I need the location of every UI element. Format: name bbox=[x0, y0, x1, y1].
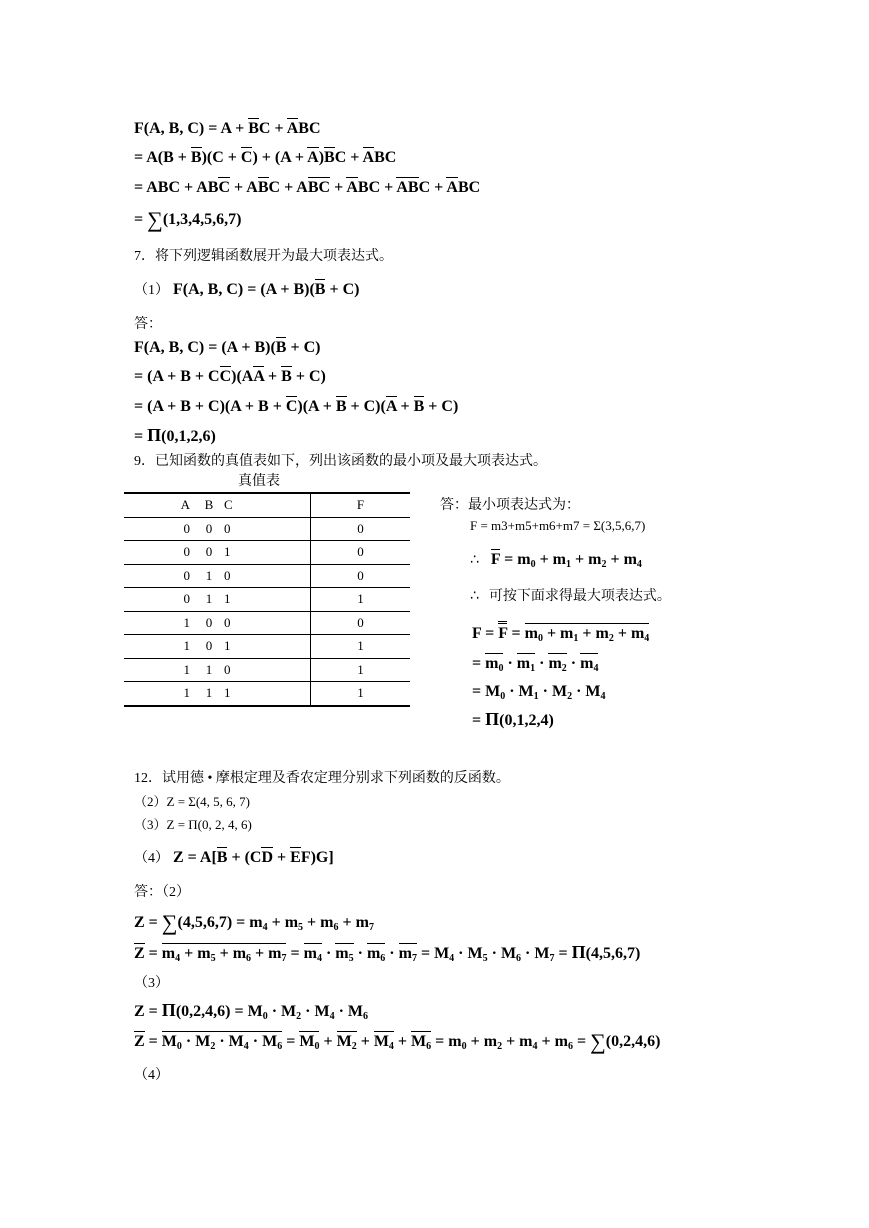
header-f: F bbox=[311, 493, 411, 517]
section-12-label-4: （4） bbox=[134, 1068, 169, 1083]
section-12-question-4: （4） Z = A[B + (CD + EF)G] bbox=[134, 849, 334, 866]
question-4-label: （4） bbox=[134, 851, 169, 866]
section-12-question-2: （2）Z = Σ(4, 5, 6, 7) bbox=[134, 794, 250, 809]
truth-table bbox=[124, 492, 410, 707]
section-9-answer-label: 答：最小项表达式为： bbox=[440, 498, 580, 513]
section-7-title: 7．将下列逻辑函数展开为最大项表达式。 bbox=[134, 249, 393, 264]
eq-top-line-2: = A(B + B)(C + C) + (A + A)BC + ABC bbox=[134, 149, 397, 166]
therefore-symbol: ∴ bbox=[470, 588, 479, 604]
section-9-title: 9．已知函数的真值表如下，列出该函数的最小项及最大项表达式。 bbox=[134, 454, 547, 469]
eq-7-line-4: = Π(0,1,2,6) bbox=[134, 425, 216, 445]
eq-12-line-2: $Z = m_4 + m_5 + m_6 + m_7 = m_4 \cdot m_5 \cdot m_6 \cdot m_7 = M_4 \cdot M_5 \cdot M_6 \cdot M_7 = \Pi(4,5,6,7)$ bbox=[134, 942, 641, 964]
question-1-label: （1） bbox=[134, 283, 169, 298]
eq-7-line-1: F(A, B, C) = (A + B)(B + C) bbox=[134, 339, 321, 356]
eq-12-line-1: $Z = \sum(4,5,6,7) = m_4 + m_5 + m_6 + m_7$ bbox=[134, 910, 374, 935]
section-12-question-3: （3）Z = Π(0, 2, 4, 6) bbox=[134, 817, 252, 832]
table-row: 0 0 1 0 bbox=[124, 541, 410, 565]
header-a: A bbox=[124, 493, 194, 517]
eq-top-line-1: F(A, B, C) = A + BC + ABC bbox=[134, 120, 321, 137]
header-c: C bbox=[224, 493, 254, 517]
header-b: B bbox=[194, 493, 224, 517]
table-row: 1 1 1 1 bbox=[124, 682, 410, 706]
table-row: 0 1 1 1 bbox=[124, 588, 410, 612]
table-row: 1 0 0 0 bbox=[124, 611, 410, 635]
section-7-answer-label: 答： bbox=[134, 317, 162, 332]
table-row: 0 1 0 0 bbox=[124, 564, 410, 588]
table-row: 0 0 0 0 bbox=[124, 517, 410, 541]
eq-7-line-2: = (A + B + CC)(AA + B + C) bbox=[134, 368, 326, 385]
max-term-note: 可按下面求得最大项表达式。 bbox=[488, 589, 671, 604]
table-row: 1 0 1 1 bbox=[124, 635, 410, 659]
eq-top-line-4: = ∑(1,3,4,5,6,7) bbox=[134, 207, 242, 232]
min-term-expression: F = m3+m5+m6+m7 = Σ(3,5,6,7) bbox=[470, 518, 646, 533]
section-7-question-1: （1） F(A, B, C) = (A + B)(B + C) bbox=[134, 281, 360, 298]
section-12-label-3: （3） bbox=[134, 976, 169, 991]
truth-table-header bbox=[124, 493, 410, 517]
eq-12-line-3: $Z = \Pi(0,2,4,6) = M_0 \cdot M_2 \cdot M_4 \cdot M_6$ bbox=[134, 1000, 368, 1022]
truth-table-caption: 真值表 bbox=[238, 474, 280, 489]
eq-9-line-2: = $m_0 \cdot m_1 \cdot m_2 \cdot m_4$ bbox=[472, 655, 599, 674]
eq-top-line-3: = ABC + ABC + ABC + ABC + ABC + ABC + ABC bbox=[134, 179, 481, 196]
eq-9-complement: ∴ $F = m_0 + m_1 + m_2 + m_4$ bbox=[470, 551, 642, 570]
eq-12-line-4: $Z = M_0 \cdot M_2 \cdot M_4 \cdot M_6 = M_0 + M_2 + M_4 + M_6 = m_0 + m_2 + m_4 + m_6 = \sum(0,2,4,6)$ bbox=[134, 1029, 661, 1054]
eq-9-note bbox=[470, 585, 671, 605]
eq-7-line-3: = (A + B + C)(A + B + C)(A + B + C)(A + B + C) bbox=[134, 398, 459, 415]
section-12-title: 12．试用德 • 摩根定理及香农定理分别求下列函数的反函数。 bbox=[134, 771, 510, 786]
eq-9-line-3: = $M_0 \cdot M_1 \cdot M_2 \cdot M_4$ bbox=[472, 683, 606, 702]
eq-9-line-1: $F = F = m_0 + m_1 + m_2 + m_4$ bbox=[472, 625, 649, 644]
section-12-answer-label: 答：（2） bbox=[134, 885, 190, 900]
therefore-symbol: ∴ bbox=[470, 552, 479, 568]
eq-9-line-4: = Π(0,1,2,4) bbox=[472, 709, 554, 729]
table-row: 1 1 0 1 bbox=[124, 658, 410, 682]
